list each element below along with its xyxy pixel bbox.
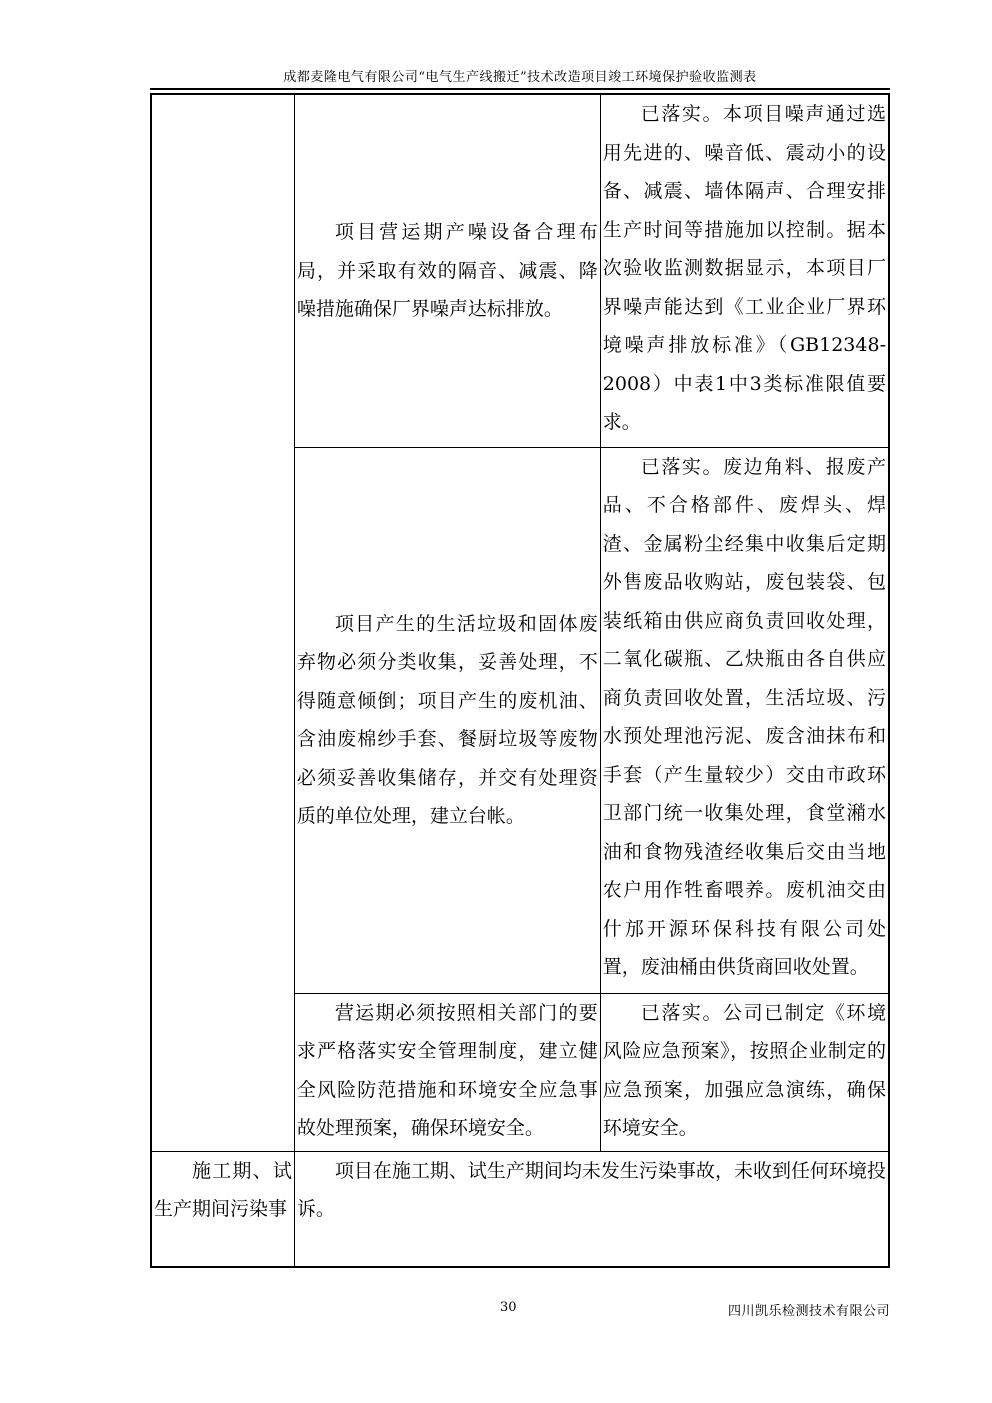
footer-company: 四川凯乐检测技术有限公司 xyxy=(727,1304,890,1319)
requirement-cell xyxy=(294,94,600,447)
table-row xyxy=(151,94,889,447)
page-header: 成都麦隆电气有限公司“电气生产线搬迁”技术改造项目竣工环境保护验收监测表 xyxy=(283,70,757,85)
page-number: 30 xyxy=(500,1300,517,1315)
empty-category-cell xyxy=(151,94,294,1151)
requirement-cell xyxy=(294,993,600,1151)
category-label: 施工期、试生产期间污染事 xyxy=(154,1159,292,1220)
header-rule xyxy=(150,88,890,90)
implementation-text: 已落实。本项目噪声通过选用先进的、噪音低、震动小的设备、减震、墙体隔声、合理安排生产时间等措施加以控制。据本次验收监测数据显示，本项目厂界噪声能达到《工业企业厂界环境噪声排放标准》（GB12348-2008）中表1中3类标准限值要求。 xyxy=(602,103,886,433)
implementation-cell xyxy=(600,993,889,1151)
pollution-incident-cell xyxy=(294,1151,889,1267)
requirement-text: 项目产生的生活垃圾和固体废弃物必须分类收集，妥善处理，不得随意倾倒；项目产生的废机油、含油废棉纱手套、餐厨垃圾等废物必须妥善收集储存，并交有处理资质的单位处理，建立台帐。 xyxy=(296,612,598,827)
implementation-cell xyxy=(600,94,889,447)
category-label-cell xyxy=(151,1151,294,1267)
requirement-text: 营运期必须按照相关部门的要求严格落实安全管理制度，建立健全风险防范措施和环境安全应急事故处理预案，确保环境安全。 xyxy=(296,1001,598,1139)
acceptance-table xyxy=(150,93,890,1268)
requirement-text: 项目营运期产噪设备合理布局，并采取有效的隔音、减震、降噪措施确保厂界噪声达标排放。 xyxy=(296,221,598,320)
implementation-text: 已落实。公司已制定《环境风险应急预案》，按照企业制定的应急预案，加强应急演练，确保环境安全。 xyxy=(602,1001,886,1139)
implementation-text: 已落实。废边角料、报废产品、不合格部件、废焊头、焊渣、金属粉尘经集中收集后定期外售废品收购站，废包装袋、包装纸箱由供应商负责回收处理，二氧化碳瓶、乙炔瓶由各自供应商负责回收处置，生活垃圾、污水预处理池污泥、废含油抹布和手套（产生量较少）交由市政环卫部门统一收集处理，食堂潲水油和食物残渣经收集后交由当地农户用作牲畜喂养。废机油交由什邡开源环保科技有限公司处置，废油桶由供货商回收处置。 xyxy=(602,455,886,978)
table-row xyxy=(151,1151,889,1267)
pollution-incident-text: 项目在施工期、试生产期间均未发生污染事故，未收到任何环境投诉。 xyxy=(296,1159,886,1220)
requirement-cell xyxy=(294,447,600,993)
implementation-cell xyxy=(600,447,889,993)
